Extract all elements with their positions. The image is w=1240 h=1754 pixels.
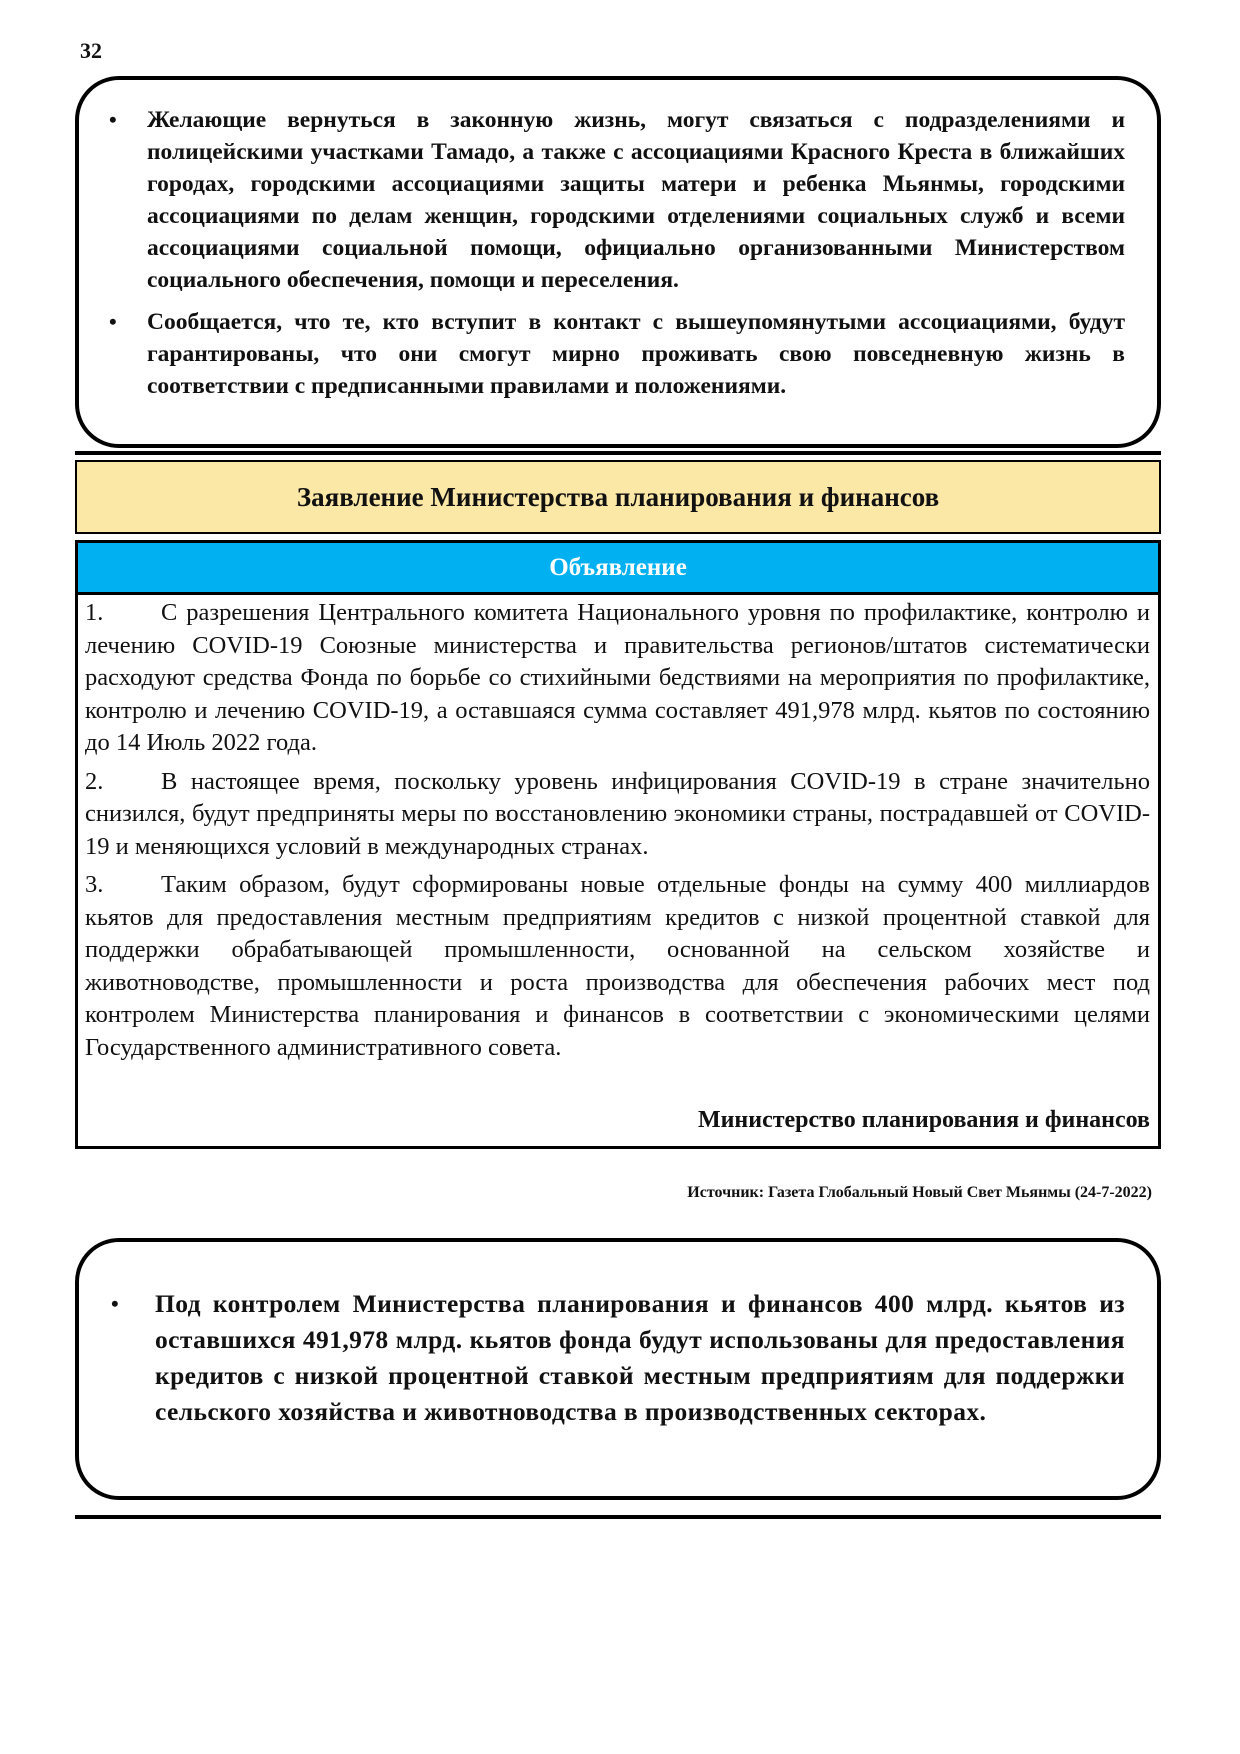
bullet-text: Под контролем Министерства планирования и финансов 400 млрд. кьятов из оставшихся 491,978 млрд. кьятов фонда будут использованы для предоставления кредитов с низкой процентной ставкой местным предприятиям для поддержки сельского хозяйства и животноводства в производственных секторах. <box>155 1289 1125 1426</box>
bullet-item <box>107 104 1125 296</box>
paragraph-text: С разрешения Центрального комитета Национального уровня по профилактике, контролю и лечению COVID-19 Союзные министерства и правительства регионов/штатов систематически расходуют средства Фонда по борьбе со стихийными бедствиями на мероприятия по профилактике, контролю и лечению COVID-19, а оставшаяся сумма составляет 491,978 млрд. кьятов по состоянию до 14 Июль 2022 года. <box>85 599 1150 756</box>
bullet-list <box>109 1286 1125 1430</box>
bullet-list <box>107 104 1125 402</box>
announcement-paragraph <box>85 869 1150 1064</box>
announcement-panel <box>75 540 1161 1149</box>
signature: Министерство планирования и финансов <box>697 1107 1150 1133</box>
bullet-text: Желающие вернуться в законную жизнь, могут связаться с подразделениями и полицейскими участками Тамадо, а также с ассоциациями Красного Креста в ближайших городах, городскими ассоциациями защиты матери и ребенка Мьянмы, городскими ассоциациями по делам женщин, городскими отделениями социальных служб и всеми ассоциациями социальной помощи, официально организованными Министерством социального обеспечения, помощи и переселения. <box>147 107 1125 293</box>
paragraph-number: 2. <box>85 767 104 795</box>
paragraph-number: 1. <box>85 599 104 626</box>
bullet-item <box>109 1286 1125 1430</box>
divider-rule <box>75 1515 1161 1519</box>
divider-rule <box>75 451 1161 455</box>
summary-box-bottom <box>75 1238 1161 1500</box>
paragraph-text: Таким образом, будут сформированы новые отдельные фонды на сумму 400 миллиардов кьятов для предоставления местным предприятиям кредитов с низкой процентной ставкой для поддержки обрабатывающей промышленности, основанной на сельском хозяйстве и животноводстве, промышленности и роста производства для обеспечения рабочих мест под контролем Министерства планирования и финансов в соответствии с экономическими целями Государственного административного совета. <box>85 871 1150 1061</box>
announcement-paragraph <box>85 597 1150 760</box>
source-citation: Источник: Газета Глобальный Новый Свет Мьянмы (24-7-2022) <box>687 1184 1152 1201</box>
summary-box-top <box>75 76 1161 448</box>
statement-title: Заявление Министерства планирования и финансов <box>75 460 1161 534</box>
bullet-text: Сообщается, что те, кто вступит в контакт с вышеупомянутыми ассоциациями, будут гарантированы, что они смогут мирно проживать свою повседневную жизнь в соответствии с предписанными правилами и положениями. <box>147 309 1125 399</box>
announcement-header: Объявление <box>78 543 1158 595</box>
bullet-dot-icon: • <box>111 1291 120 1316</box>
announcement-paragraph <box>85 766 1150 864</box>
paragraph-number: 3. <box>85 871 104 898</box>
announcement-body <box>78 595 1158 1064</box>
bullet-dot-icon: • <box>109 107 117 132</box>
bullet-dot-icon: • <box>109 309 117 334</box>
page-number: 32 <box>80 38 102 63</box>
paragraph-text: В настоящее время, поскольку уровень инфицирования COVID-19 в стране значительно снизился, будут предприняты меры по восстановлению экономики страны, пострадавшей от COVID-19 и меняющихся условий в международных странах. <box>85 767 1150 860</box>
bullet-item <box>107 306 1125 402</box>
